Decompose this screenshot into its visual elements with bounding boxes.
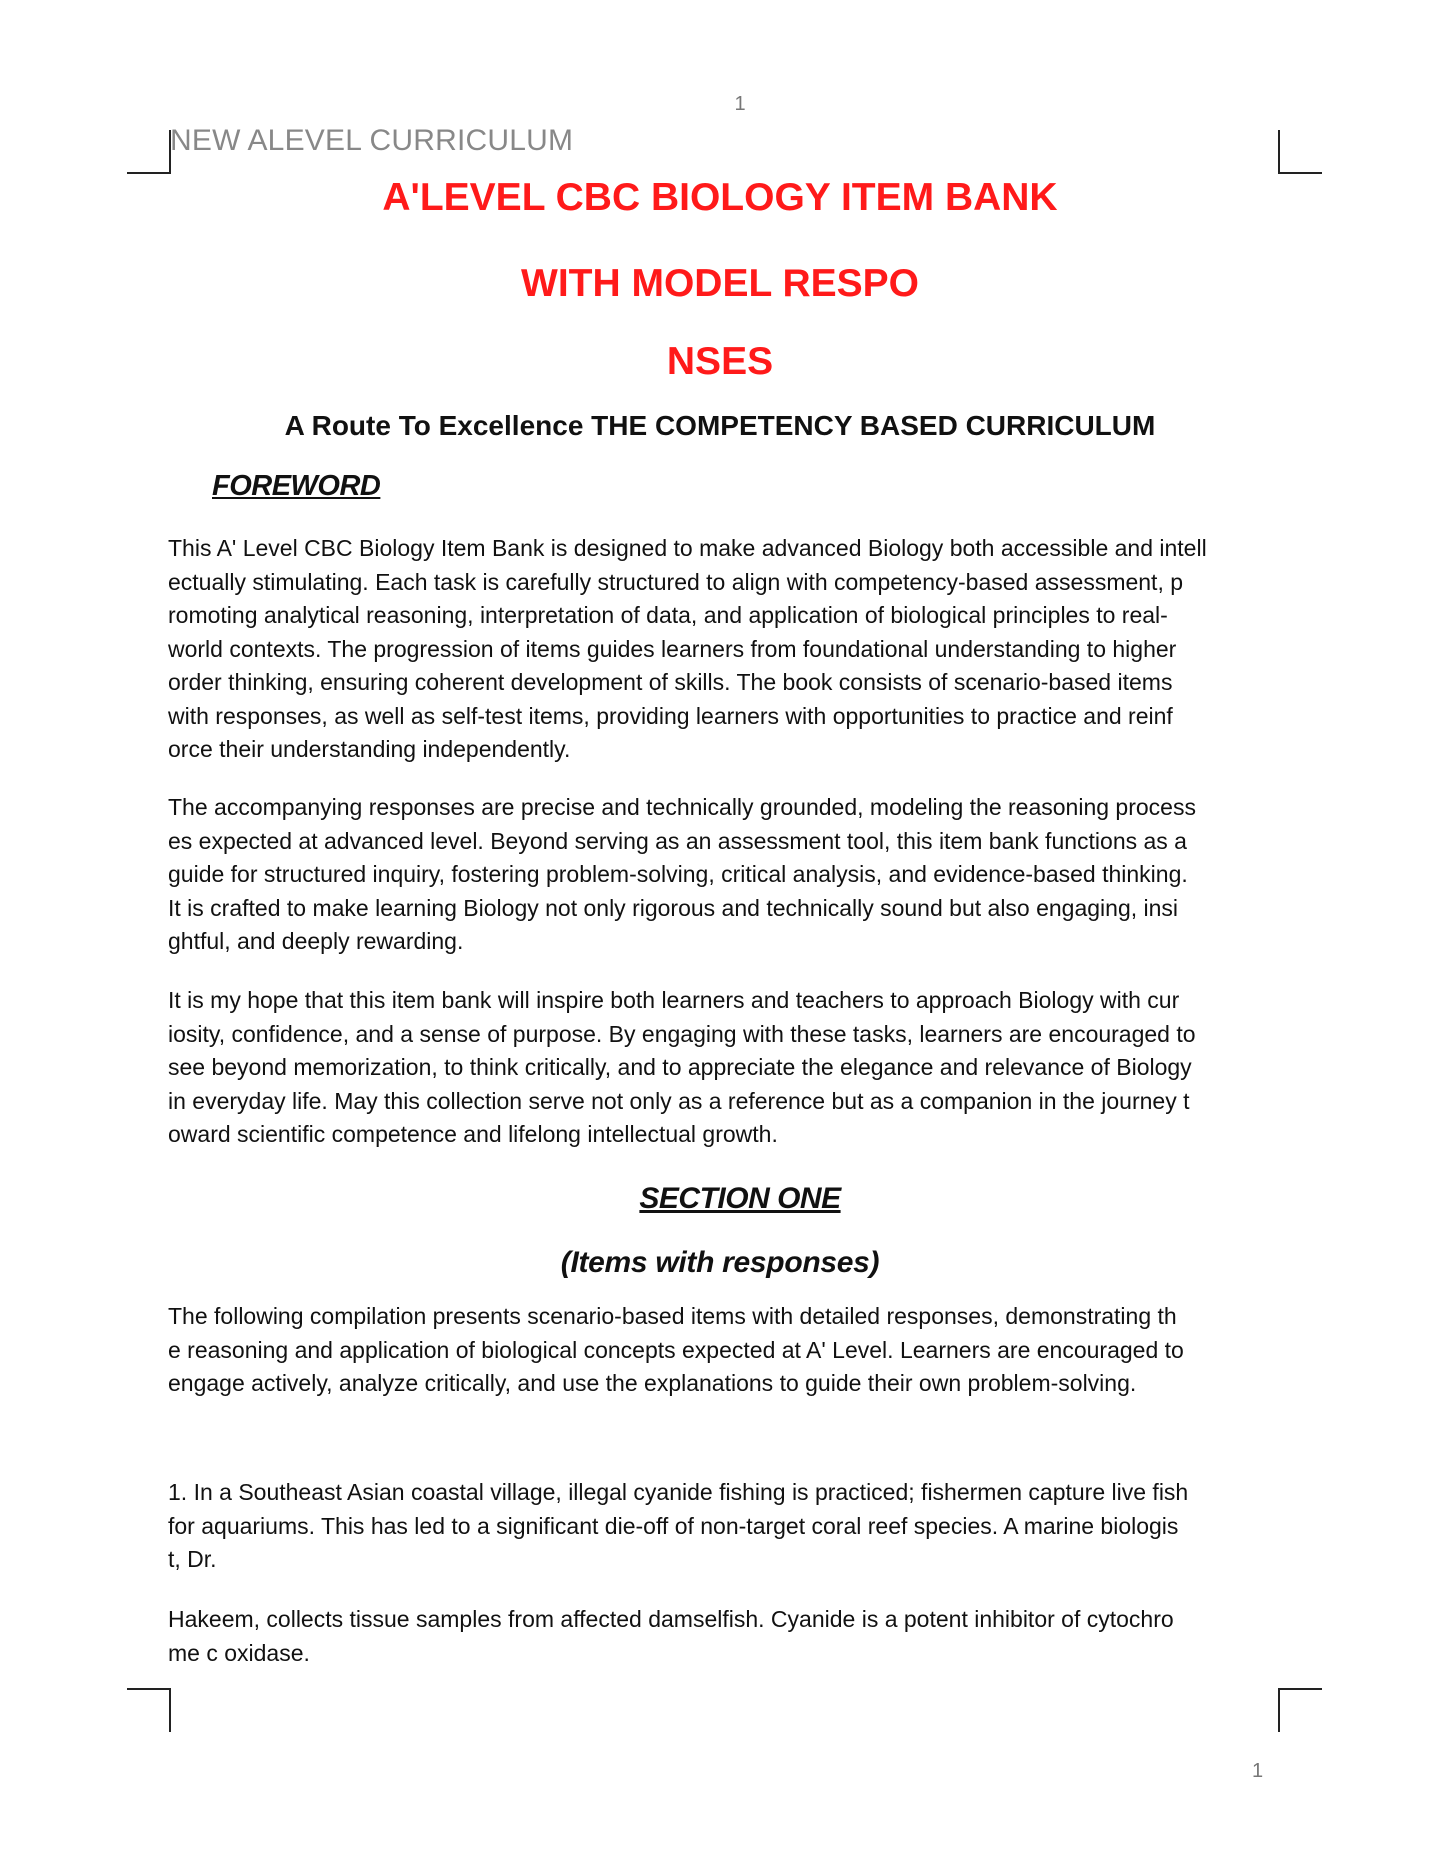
foreword-paragraph-3 bbox=[168, 984, 1268, 1152]
text-line: me c oxidase. bbox=[168, 1639, 310, 1666]
document-subtitle: A Route To Excellence THE COMPETENCY BASED CURRICULUM bbox=[284, 410, 1156, 441]
text-line: engage actively, analyze critically, and use the explanations to guide their own problem-solving. bbox=[168, 1370, 1137, 1396]
page-number-bottom: 1 bbox=[1252, 1760, 1264, 1782]
section-intro-paragraph bbox=[168, 1300, 1268, 1401]
item-1-paragraph bbox=[168, 1476, 1268, 1577]
section-subheading: (Items with responses) bbox=[560, 1246, 880, 1279]
text-line: It is my hope that this item bank will inspire both learners and teachers to approach Biology with cur bbox=[168, 987, 1180, 1013]
crop-mark-top-left bbox=[127, 130, 171, 174]
crop-mark-top-right bbox=[1278, 130, 1322, 174]
text-line: world contexts. The progression of items guides learners from foundational understanding to higher bbox=[168, 635, 1177, 662]
text-line: t, Dr. bbox=[168, 1546, 217, 1572]
text-line: e reasoning and application of biological concepts expected at A' Level. Learners are encouraged to bbox=[168, 1336, 1184, 1363]
text-line: The accompanying responses are precise and technically grounded, modeling the reasoning process bbox=[168, 794, 1196, 820]
running-header: NEW ALEVEL CURRICULUM bbox=[170, 124, 574, 157]
text-line: orce their understanding independently. bbox=[168, 736, 571, 762]
crop-mark-bottom-right bbox=[1278, 1688, 1322, 1732]
item-1-continuation-paragraph bbox=[168, 1603, 1268, 1670]
section-heading: SECTION ONE bbox=[639, 1182, 841, 1215]
text-line: oward scientific competence and lifelong intellectual growth. bbox=[168, 1121, 778, 1147]
text-line: ghtful, and deeply rewarding. bbox=[168, 928, 464, 954]
text-line: in everyday life. May this collection serve not only as a reference but as a companion in the journey t bbox=[168, 1087, 1190, 1114]
text-line: iosity, confidence, and a sense of purpose. By engaging with these tasks, learners are encouraged to bbox=[168, 1020, 1196, 1047]
foreword-paragraph-1 bbox=[168, 532, 1268, 767]
text-line: guide for structured inquiry, fostering problem-solving, critical analysis, and evidence-based thinking. bbox=[168, 861, 1188, 887]
text-line: with responses, as well as self-test items, providing learners with opportunities to practice and reinf bbox=[168, 702, 1173, 729]
text-line: This A' Level CBC Biology Item Bank is designed to make advanced Biology both accessible and intell bbox=[168, 535, 1207, 561]
document-title-line-1: A'LEVEL CBC BIOLOGY ITEM BANK bbox=[382, 176, 1058, 219]
text-line: Hakeem, collects tissue samples from affected damselfish. Cyanide is a potent inhibitor of cytochro bbox=[168, 1606, 1174, 1632]
text-line: order thinking, ensuring coherent development of skills. The book consists of scenario-based items bbox=[168, 669, 1173, 695]
text-line: 1. In a Southeast Asian coastal village, illegal cyanide fishing is practiced; fishermen capture live fish bbox=[168, 1479, 1189, 1505]
text-line: see beyond memorization, to think critically, and to appreciate the elegance and relevance of Biology bbox=[168, 1054, 1192, 1080]
text-line: It is crafted to make learning Biology not only rigorous and technically sound but also engaging, insi bbox=[168, 894, 1179, 921]
text-line: for aquariums. This has led to a significant die-off of non-target coral reef species. A marine biologis bbox=[168, 1512, 1179, 1539]
document-title-line-3: NSES bbox=[666, 340, 774, 383]
text-line: es expected at advanced level. Beyond serving as an assessment tool, this item bank functions as a bbox=[168, 827, 1187, 854]
text-line: The following compilation presents scenario-based items with detailed responses, demonstrating th bbox=[168, 1303, 1177, 1329]
crop-mark-bottom-left bbox=[127, 1688, 171, 1732]
foreword-heading: FOREWORD bbox=[212, 470, 381, 502]
document-title-line-2: WITH MODEL RESPO bbox=[521, 262, 919, 305]
text-line: romoting analytical reasoning, interpretation of data, and application of biological principles to real- bbox=[168, 602, 1168, 628]
page-number-top: 1 bbox=[734, 93, 746, 115]
foreword-paragraph-2 bbox=[168, 791, 1268, 959]
text-line: ectually stimulating. Each task is carefully structured to align with competency-based assessment, p bbox=[168, 568, 1184, 595]
